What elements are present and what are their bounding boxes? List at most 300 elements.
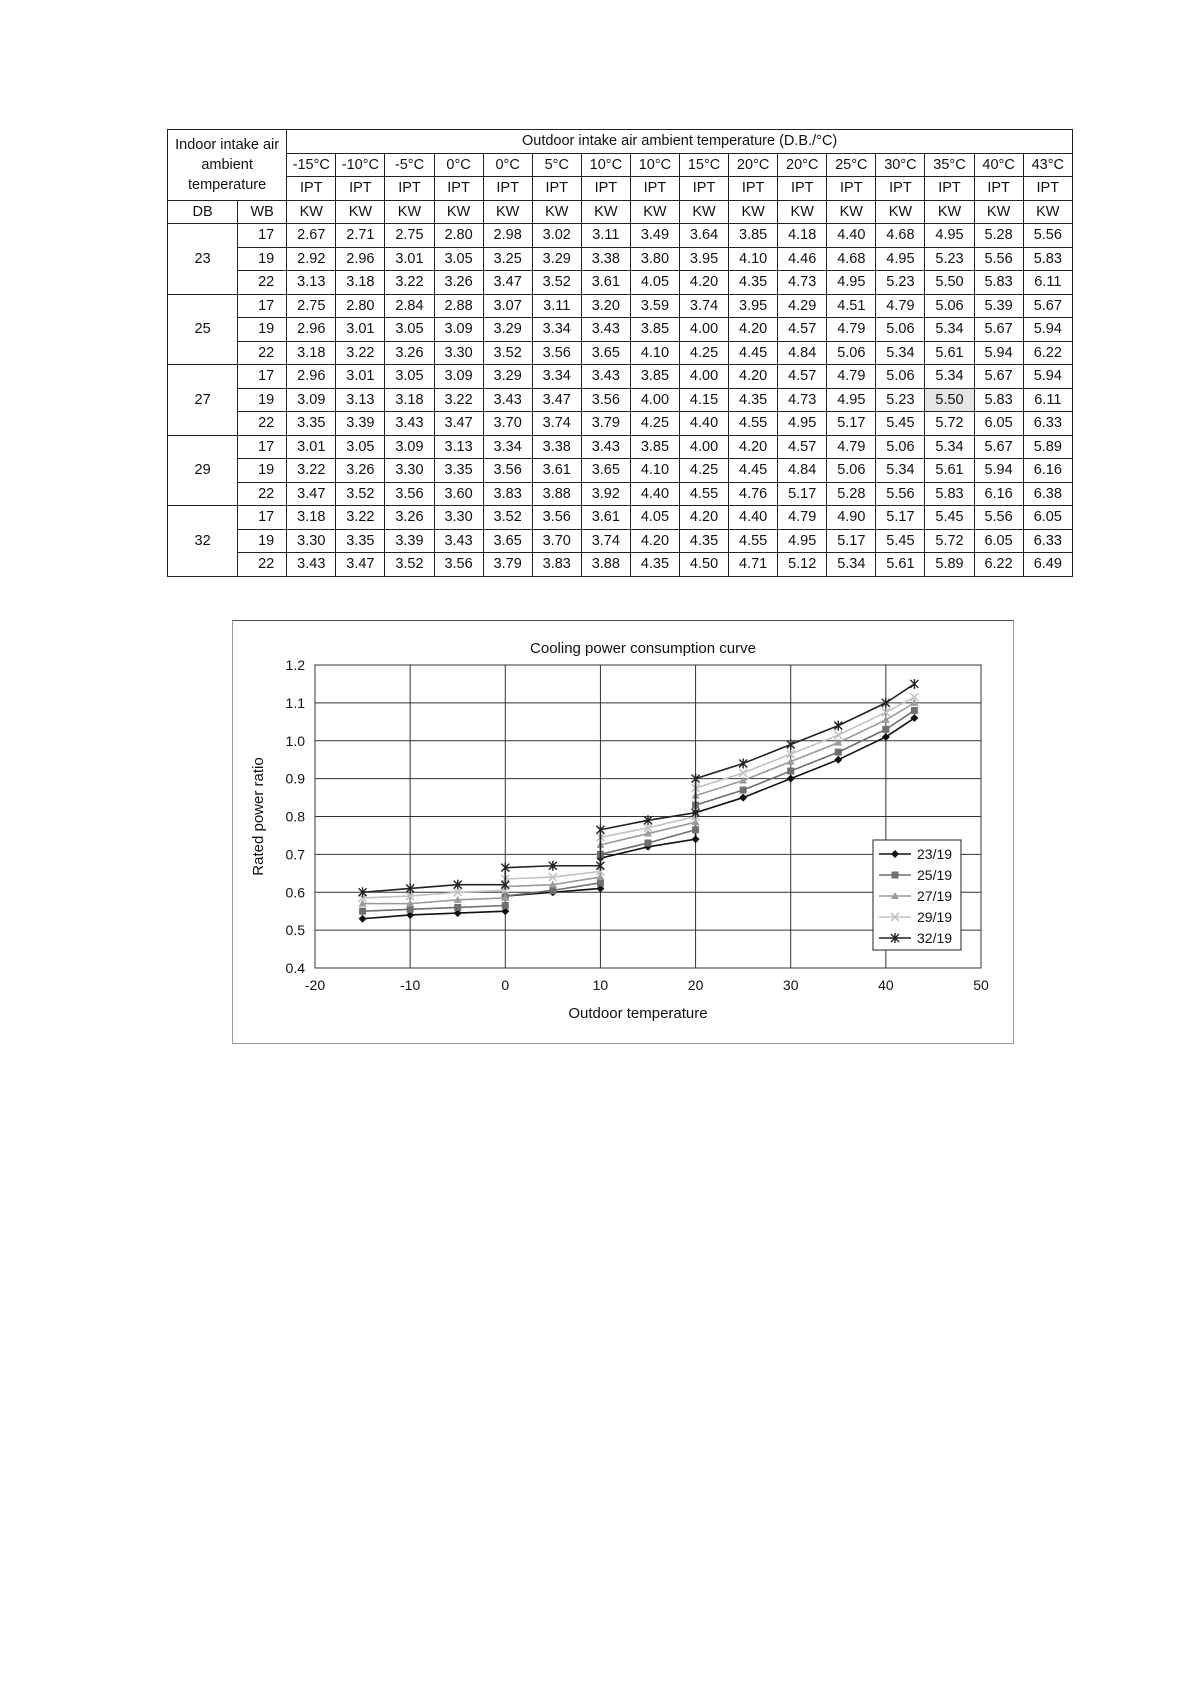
data-point (787, 775, 795, 783)
unit-label: KW (483, 200, 532, 224)
y-axis-label: Rated power ratio (250, 757, 267, 876)
table-cell: 3.29 (532, 247, 581, 271)
table-cell: 3.30 (434, 506, 483, 530)
mode-label: IPT (679, 177, 728, 201)
db-value: 32 (168, 506, 238, 577)
table-cell: 3.79 (483, 553, 532, 577)
table-cell: 3.83 (483, 482, 532, 506)
table-cell: 3.49 (630, 224, 679, 248)
data-point (882, 716, 890, 723)
table-cell: 4.10 (630, 459, 679, 483)
y-tick-label: 1.1 (285, 694, 305, 711)
table-cell: 3.26 (434, 271, 483, 295)
performance-table (167, 129, 1073, 577)
table-cell: 4.00 (679, 365, 728, 389)
unit-label: KW (336, 200, 385, 224)
table-cell: 3.74 (581, 529, 630, 553)
unit-label: KW (385, 200, 434, 224)
table-row (168, 506, 1073, 530)
temperature-header: 30°C (876, 153, 925, 177)
data-point (911, 707, 918, 714)
table-cell: 3.95 (679, 247, 728, 271)
table-cell: 4.79 (827, 318, 876, 342)
table-row (168, 482, 1073, 506)
data-point (834, 721, 842, 731)
unit-label: KW (974, 200, 1023, 224)
table-cell: 5.94 (974, 341, 1023, 365)
table-cell: 5.61 (925, 341, 974, 365)
table-cell: 3.43 (581, 435, 630, 459)
table-row (168, 365, 1073, 389)
table-cell: 3.47 (434, 412, 483, 436)
table-cell: 3.01 (287, 435, 336, 459)
table-cell: 3.09 (385, 435, 434, 459)
table-cell: 4.79 (778, 506, 827, 530)
table-cell: 5.67 (974, 435, 1023, 459)
table-cell: 5.28 (974, 224, 1023, 248)
y-tick-label: 0.7 (285, 846, 305, 863)
x-tick-label: 20 (687, 977, 704, 993)
table-header-row (168, 130, 1073, 154)
table-cell: 3.30 (287, 529, 336, 553)
table-cell: 3.02 (532, 224, 581, 248)
temperature-header: 15°C (679, 153, 728, 177)
table-cell: 3.85 (630, 365, 679, 389)
table-cell: 5.34 (925, 318, 974, 342)
table-cell: 3.83 (532, 553, 581, 577)
table-cell: 3.05 (336, 435, 385, 459)
series-line-29-19 (363, 697, 915, 898)
wb-value: 22 (238, 482, 287, 506)
wb-value: 19 (238, 388, 287, 412)
table-cell: 3.52 (336, 482, 385, 506)
table-cell: 4.84 (778, 341, 827, 365)
cooling-power-chart (233, 621, 1013, 1043)
table-cell: 4.90 (827, 506, 876, 530)
table-cell: 5.06 (827, 459, 876, 483)
data-point (692, 826, 699, 833)
unit-label: KW (1023, 200, 1072, 224)
temperature-header: 35°C (925, 153, 974, 177)
table-cell: 2.80 (336, 294, 385, 318)
wb-value: 19 (238, 318, 287, 342)
y-tick-label: 1.2 (285, 657, 305, 673)
table-cell: 3.35 (336, 529, 385, 553)
table-cell: 3.26 (385, 506, 434, 530)
table-cell: 4.20 (729, 318, 778, 342)
x-tick-label: -10 (400, 977, 421, 993)
mode-label: IPT (385, 177, 434, 201)
table-cell: 4.25 (679, 459, 728, 483)
data-point (739, 794, 747, 802)
unit-label: KW (925, 200, 974, 224)
indoor-header: Indoor intake air ambient temperature (168, 130, 287, 201)
db-value: 27 (168, 365, 238, 436)
temperature-header: 0°C (434, 153, 483, 177)
wb-value: 22 (238, 271, 287, 295)
wb-value: 19 (238, 529, 287, 553)
table-cell: 3.47 (287, 482, 336, 506)
table-cell: 5.06 (876, 435, 925, 459)
unit-label: KW (532, 200, 581, 224)
table-cell: 4.55 (679, 482, 728, 506)
table-cell: 4.35 (679, 529, 728, 553)
table-cell: 3.11 (532, 294, 581, 318)
table-cell: 4.35 (729, 271, 778, 295)
table-cell: 6.33 (1023, 412, 1072, 436)
table-cell: 3.09 (287, 388, 336, 412)
table-cell: 5.89 (1023, 435, 1072, 459)
table-cell: 4.95 (778, 412, 827, 436)
y-tick-label: 1.0 (285, 732, 305, 749)
table-cell: 5.23 (925, 247, 974, 271)
table-cell: 5.17 (827, 529, 876, 553)
table-cell: 3.74 (532, 412, 581, 436)
table-cell: 3.56 (385, 482, 434, 506)
table-cell: 6.05 (1023, 506, 1072, 530)
table-cell: 4.68 (876, 224, 925, 248)
table-cell: 3.22 (336, 506, 385, 530)
table-cell: 3.47 (532, 388, 581, 412)
table-cell: 5.89 (925, 553, 974, 577)
mode-label: IPT (287, 177, 336, 201)
table-cell: 3.09 (434, 365, 483, 389)
legend-marker (892, 872, 899, 879)
table-cell: 6.38 (1023, 482, 1072, 506)
wb-value: 19 (238, 459, 287, 483)
table-cell: 3.05 (434, 247, 483, 271)
wb-value: 22 (238, 553, 287, 577)
table-cell: 4.25 (679, 341, 728, 365)
temperature-header: 10°C (581, 153, 630, 177)
mode-label: IPT (974, 177, 1023, 201)
table-cell: 4.84 (778, 459, 827, 483)
data-point (910, 679, 918, 689)
data-point (692, 835, 700, 843)
table-cell: 3.38 (532, 435, 581, 459)
temperature-header: -5°C (385, 153, 434, 177)
legend-label: 23/19 (917, 846, 953, 862)
data-point (740, 786, 747, 793)
table-cell: 3.34 (532, 365, 581, 389)
table-cell: 3.26 (336, 459, 385, 483)
wb-value: 17 (238, 224, 287, 248)
table-cell: 4.29 (778, 294, 827, 318)
table-cell: 3.56 (532, 506, 581, 530)
table-cell: 6.16 (1023, 459, 1072, 483)
table-cell: 3.25 (483, 247, 532, 271)
temperature-header: 10°C (630, 153, 679, 177)
table-cell: 4.20 (729, 365, 778, 389)
temperature-header: -10°C (336, 153, 385, 177)
table-cell: 3.43 (581, 318, 630, 342)
table-cell: 4.79 (876, 294, 925, 318)
table-cell: 3.01 (336, 318, 385, 342)
table-cell: 3.52 (532, 271, 581, 295)
mode-label: IPT (729, 177, 778, 201)
table-cell: 3.07 (483, 294, 532, 318)
table-cell: 3.11 (581, 224, 630, 248)
table-cell: 5.83 (974, 388, 1023, 412)
table-cell: 3.52 (385, 553, 434, 577)
x-tick-label: 30 (782, 977, 799, 993)
table-cell: 5.34 (827, 553, 876, 577)
data-point (359, 915, 367, 923)
table-cell: 6.33 (1023, 529, 1072, 553)
data-point (834, 731, 842, 739)
table-cell: 3.34 (483, 435, 532, 459)
table-cell: 4.18 (778, 224, 827, 248)
wb-value: 17 (238, 435, 287, 459)
table-cell: 3.47 (336, 553, 385, 577)
table-cell: 4.95 (925, 224, 974, 248)
table-cell: 6.11 (1023, 271, 1072, 295)
table-cell: 3.70 (532, 529, 581, 553)
mode-label: IPT (925, 177, 974, 201)
unit-label: KW (876, 200, 925, 224)
table-cell: 3.61 (581, 271, 630, 295)
temperature-header: 40°C (974, 153, 1023, 177)
unit-label: KW (581, 200, 630, 224)
table-cell: 6.22 (1023, 341, 1072, 365)
table-cell: 3.60 (434, 482, 483, 506)
table-cell: 3.39 (385, 529, 434, 553)
data-point (549, 887, 556, 894)
table-cell: 5.45 (876, 412, 925, 436)
table-cell: 5.06 (876, 365, 925, 389)
table-cell: 3.35 (434, 459, 483, 483)
temperature-header: 20°C (729, 153, 778, 177)
chart-title: Cooling power consumption curve (530, 640, 756, 657)
x-tick-label: -20 (304, 977, 326, 993)
table-cell: 3.22 (287, 459, 336, 483)
table-cell: 3.22 (336, 341, 385, 365)
table-cell: 3.34 (532, 318, 581, 342)
table-cell: 5.17 (827, 412, 876, 436)
wb-value: 17 (238, 294, 287, 318)
table-cell: 3.43 (434, 529, 483, 553)
table-cell: 5.34 (876, 341, 925, 365)
table-cell: 5.17 (876, 506, 925, 530)
table-cell: 5.23 (876, 271, 925, 295)
table-cell: 4.73 (778, 388, 827, 412)
wb-value: 17 (238, 365, 287, 389)
table-cell: 3.18 (336, 271, 385, 295)
db-value: 29 (168, 435, 238, 506)
table-cell: 5.06 (827, 341, 876, 365)
table-cell: 2.75 (385, 224, 434, 248)
table-cell: 3.85 (630, 435, 679, 459)
table-cell: 5.56 (974, 506, 1023, 530)
table-row (168, 271, 1073, 295)
table-cell: 3.13 (336, 388, 385, 412)
mode-label: IPT (630, 177, 679, 201)
db-label: DB (168, 200, 238, 224)
table-cell: 5.94 (974, 459, 1023, 483)
y-tick-label: 0.8 (285, 808, 305, 825)
table-cell: 3.65 (581, 459, 630, 483)
mode-label: IPT (434, 177, 483, 201)
chart-container (232, 620, 1014, 1044)
table-row (168, 529, 1073, 553)
table-cell: 5.06 (925, 294, 974, 318)
db-value: 25 (168, 294, 238, 365)
table-cell: 3.70 (483, 412, 532, 436)
table-cell: 5.61 (876, 553, 925, 577)
mode-label: IPT (336, 177, 385, 201)
table-cell: 4.00 (630, 388, 679, 412)
mode-label: IPT (876, 177, 925, 201)
table-cell: 5.72 (925, 529, 974, 553)
table-row (168, 294, 1073, 318)
table-row (168, 247, 1073, 271)
table-cell: 3.65 (581, 341, 630, 365)
table-cell: 4.40 (630, 482, 679, 506)
data-point (787, 768, 794, 775)
mode-label: IPT (827, 177, 876, 201)
table-cell: 3.74 (679, 294, 728, 318)
table-cell: 4.05 (630, 506, 679, 530)
table-cell: 3.88 (532, 482, 581, 506)
table-cell: 5.67 (974, 365, 1023, 389)
data-point (502, 902, 509, 909)
table-cell: 3.52 (483, 506, 532, 530)
table-row (168, 553, 1073, 577)
y-tick-label: 0.5 (285, 922, 305, 939)
table-cell: 4.68 (827, 247, 876, 271)
unit-row (168, 200, 1073, 224)
table-cell: 4.05 (630, 271, 679, 295)
table-cell: 4.20 (679, 271, 728, 295)
table-cell: 2.96 (336, 247, 385, 271)
table-cell: 4.95 (827, 271, 876, 295)
table-cell: 3.29 (483, 365, 532, 389)
wb-value: 17 (238, 506, 287, 530)
temperature-header: 0°C (483, 153, 532, 177)
unit-label: KW (287, 200, 336, 224)
table-cell: 4.40 (827, 224, 876, 248)
unit-label: KW (434, 200, 483, 224)
series-line-32-19 (363, 684, 915, 892)
table-cell: 5.12 (778, 553, 827, 577)
data-point (739, 758, 747, 768)
table-cell: 3.88 (581, 553, 630, 577)
mode-label: IPT (483, 177, 532, 201)
table-cell: 3.30 (385, 459, 434, 483)
table-cell: 5.50 (925, 271, 974, 295)
table-cell: 5.23 (876, 388, 925, 412)
table-cell: 3.05 (385, 365, 434, 389)
table-row (168, 224, 1073, 248)
table-cell: 3.13 (287, 271, 336, 295)
wb-value: 22 (238, 412, 287, 436)
table-cell: 4.71 (729, 553, 778, 577)
table-cell: 4.79 (827, 365, 876, 389)
table-cell: 2.88 (434, 294, 483, 318)
table-cell: 3.35 (287, 412, 336, 436)
temperature-header: 43°C (1023, 153, 1072, 177)
mode-label: IPT (581, 177, 630, 201)
table-cell: 4.35 (729, 388, 778, 412)
legend-label: 29/19 (917, 909, 953, 925)
legend-label: 32/19 (917, 930, 953, 946)
table-cell: 4.35 (630, 553, 679, 577)
table-cell: 5.56 (974, 247, 1023, 271)
table-cell: 5.50 (925, 388, 974, 412)
table-cell: 4.57 (778, 435, 827, 459)
table-cell: 3.47 (483, 271, 532, 295)
series-line-23-19 (363, 718, 915, 919)
table-cell: 4.15 (679, 388, 728, 412)
data-point (882, 726, 889, 733)
table-cell: 4.57 (778, 318, 827, 342)
table-row (168, 388, 1073, 412)
table-cell: 4.51 (827, 294, 876, 318)
table-cell: 3.64 (679, 224, 728, 248)
table-cell: 3.56 (434, 553, 483, 577)
data-point (739, 769, 747, 777)
table-cell: 4.20 (630, 529, 679, 553)
wb-value: 22 (238, 341, 287, 365)
table-cell: 5.67 (974, 318, 1023, 342)
table-cell: 4.46 (778, 247, 827, 271)
table-cell: 2.84 (385, 294, 434, 318)
data-point (454, 904, 461, 911)
table-cell: 4.20 (729, 435, 778, 459)
table-cell: 3.85 (630, 318, 679, 342)
data-point (787, 740, 795, 750)
table-row (168, 341, 1073, 365)
mode-label: IPT (1023, 177, 1072, 201)
table-cell: 4.57 (778, 365, 827, 389)
data-point (834, 756, 842, 764)
table-cell: 3.13 (434, 435, 483, 459)
table-cell: 5.83 (974, 271, 1023, 295)
table-cell: 4.20 (679, 506, 728, 530)
table-cell: 3.56 (483, 459, 532, 483)
table-cell: 6.49 (1023, 553, 1072, 577)
table-row (168, 412, 1073, 436)
unit-label: KW (679, 200, 728, 224)
table-cell: 4.95 (876, 247, 925, 271)
x-tick-label: 0 (501, 977, 510, 993)
table-cell: 3.38 (581, 247, 630, 271)
table-cell: 3.09 (434, 318, 483, 342)
table-cell: 3.56 (532, 341, 581, 365)
db-value: 23 (168, 224, 238, 295)
table-cell: 3.65 (483, 529, 532, 553)
table-cell: 3.18 (287, 506, 336, 530)
table-cell: 5.34 (876, 459, 925, 483)
table-cell: 3.29 (483, 318, 532, 342)
table-cell: 2.80 (434, 224, 483, 248)
table-cell: 3.43 (581, 365, 630, 389)
y-tick-label: 0.9 (285, 770, 305, 787)
table-cell: 3.79 (581, 412, 630, 436)
table-cell: 5.72 (925, 412, 974, 436)
table-cell: 5.83 (1023, 247, 1072, 271)
data-point (597, 879, 604, 886)
table-cell: 5.94 (1023, 318, 1072, 342)
table-cell: 3.26 (385, 341, 434, 365)
table-cell: 2.75 (287, 294, 336, 318)
table-cell: 5.17 (778, 482, 827, 506)
unit-label: KW (729, 200, 778, 224)
table-cell: 4.55 (729, 412, 778, 436)
table-row (168, 459, 1073, 483)
table-cell: 6.05 (974, 529, 1023, 553)
table-cell: 4.76 (729, 482, 778, 506)
